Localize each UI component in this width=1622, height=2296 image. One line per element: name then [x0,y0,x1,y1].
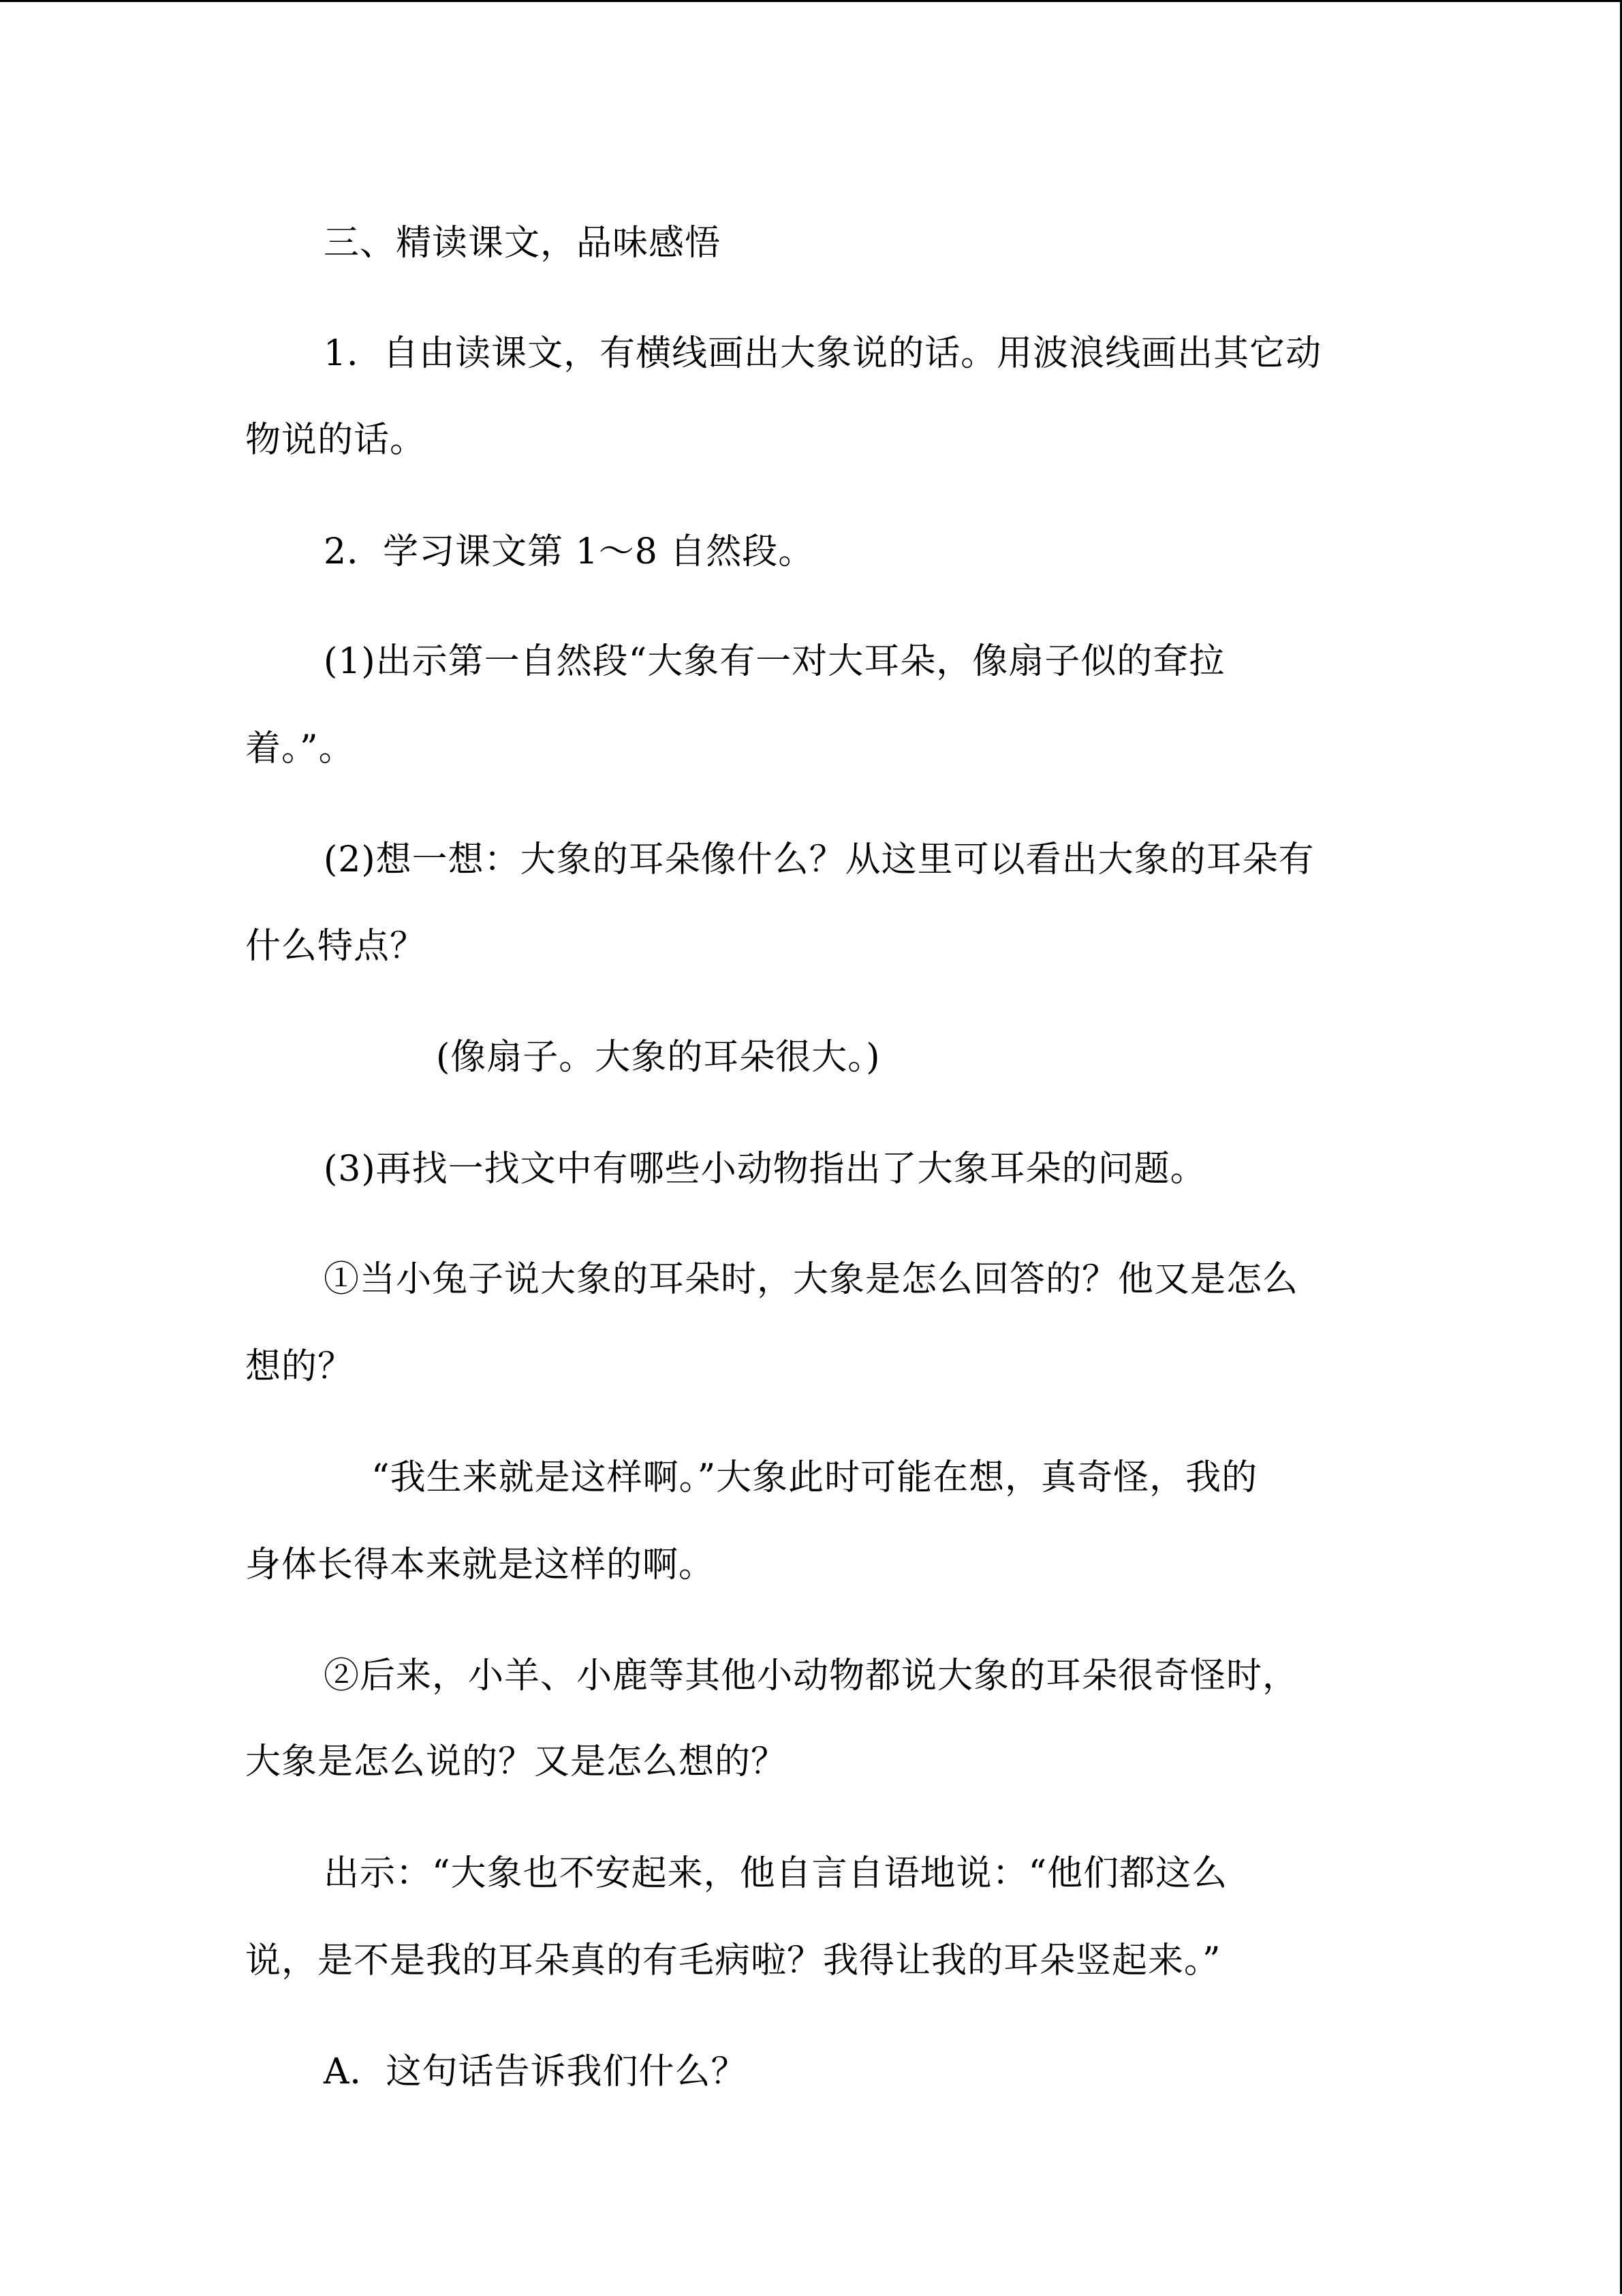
paragraph-line: (2)想一想：大象的耳朵像什么？从这里可以看出大象的耳朵有 [324,839,1315,880]
document-body [0,2,1622,2296]
paragraph-line: 想的？ [245,1346,354,1387]
section-heading: 三、精读课文，品味感悟 [324,223,721,264]
paragraph-line: 着。”。 [245,728,355,769]
paragraph-line: ②后来，小羊、小鹿等其他小动物都说大象的耳朵很奇怪时， [324,1656,1299,1696]
paragraph-line: (3)再找一找文中有哪些小动物指出了大象耳朵的问题。 [324,1149,1206,1190]
paragraph-line: ①当小兔子说大象的耳朵时，大象是怎么回答的？他又是怎么 [324,1259,1299,1300]
paragraph-line: 2．学习课文第 1～8 自然段。 [324,531,815,572]
paragraph-line: (1)出示第一自然段“大象有一对大耳朵，像扇子似的耷拉 [324,641,1226,682]
paragraph-line: 1．自由读课文，有横线画出大象说的话。用波浪线画出其它动 [324,333,1322,374]
paragraph-line: 身体长得本来就是这样的啊。 [245,1545,715,1585]
paragraph-line: 出示：“大象也不安起来，他自言自语地说：“他们都这么 [324,1853,1228,1894]
paragraph-line: (像扇子。大象的耳朵很大。) [436,1037,881,1078]
paragraph-line: 大象是怎么说的？又是怎么想的？ [245,1741,787,1782]
paragraph-line: 说，是不是我的耳朵真的有毛病啦？我得让我的耳朵竖起来。” [245,1940,1221,1981]
paragraph-line: 什么特点？ [245,926,426,967]
paragraph-line: 物说的话。 [245,420,426,461]
paragraph-line: A．这句话告诉我们什么？ [324,2051,747,2092]
paragraph-line: “我生来就是这样啊。”大象此时可能在想，真奇怪，我的 [371,1457,1258,1498]
